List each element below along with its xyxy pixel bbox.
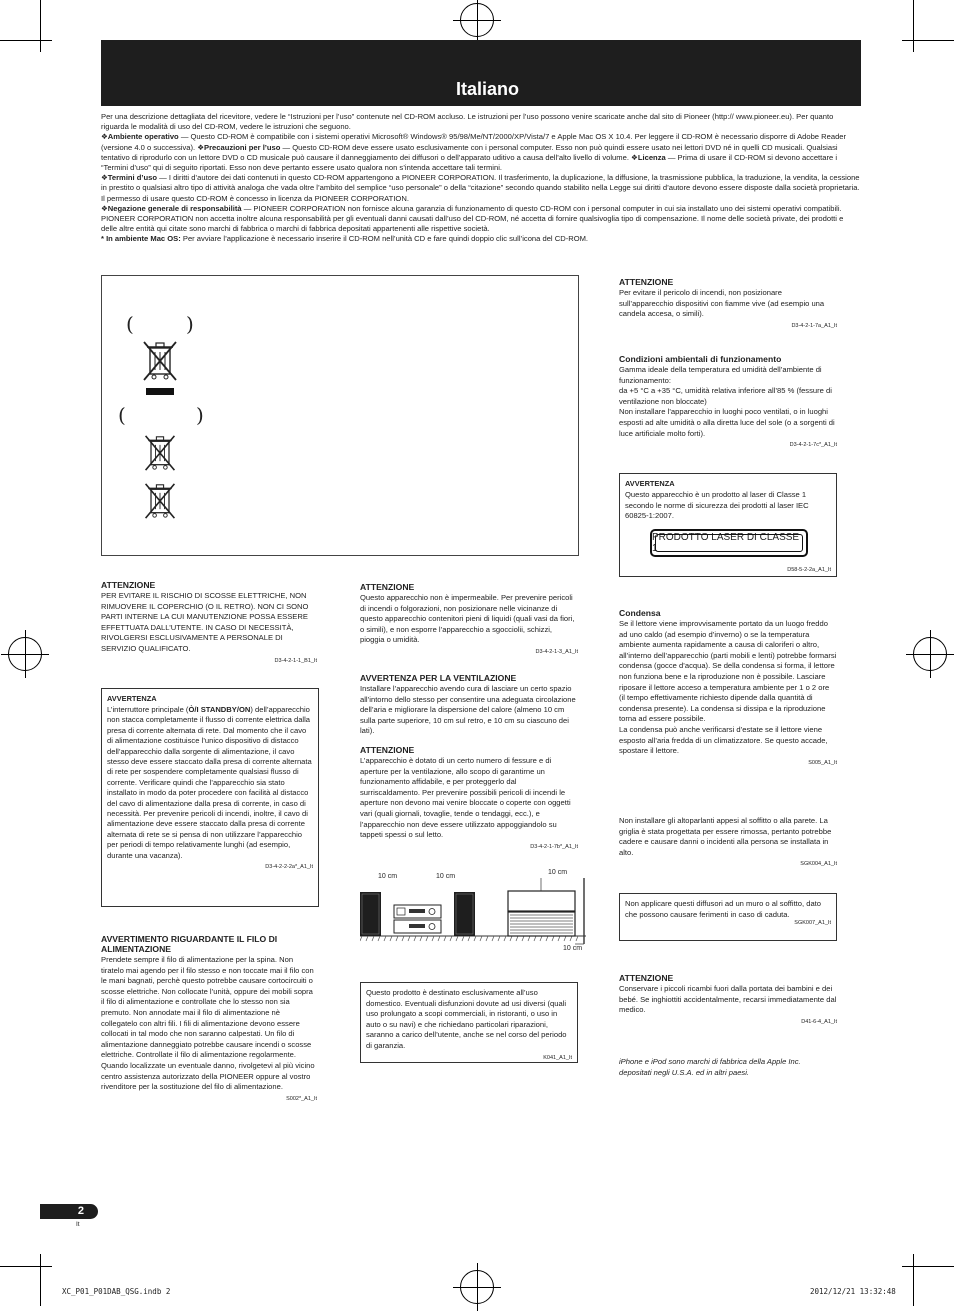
text-part: L’interruttore principale (: [107, 705, 189, 714]
domestic-use-box: [360, 982, 578, 1063]
trademark-note: [619, 1057, 829, 1078]
crop-mark: [0, 40, 52, 41]
ref-code: K041_A1_It: [543, 1054, 572, 1061]
ref-code: D3-4-2-1-7b*_A1_It: [530, 843, 578, 850]
intro-paragraph: [101, 204, 861, 235]
laser-class-text: PRODOTTO LASER DI CLASSE 1: [652, 532, 800, 554]
attention-shock-section: [101, 580, 317, 664]
bracket-close: ): [186, 312, 194, 336]
weee-box: [101, 275, 579, 556]
ref-code: D3-4-2-1-7c*_A1_It: [789, 442, 837, 449]
section-heading: AVVERTENZA PER LA VENTILAZIONE: [360, 673, 517, 683]
ref-code: D3-4-2-1-3_A1_It: [535, 648, 578, 655]
section-text: Installare l’apparecchio avendo cura di lasciare un certo spazio all’intorno dello stesso per consentire una adeguata circolazione dell’aria e migliorare la dispersione del calore (almeno 10 cm sulla parte superiore, 10 cm sul retro, e 10 cm su ciascuno dei lati).: [360, 684, 576, 736]
title-bar: [101, 40, 861, 106]
spacing-label: 10 cm: [436, 873, 456, 880]
attention-water-section: [360, 582, 578, 655]
page-number-tab: [40, 1204, 98, 1219]
terms-text: — I diritti d’autore dei dati contenuti in questo CD-ROM appartengono a PIONEER CORPORATION. Il trasferimento, la duplicazione, la diffusione, la trasmissione pubblica, la traduzione, la vendita, la cessione in prestito o qualsiasi altro tipo di attività analoga che vada oltre l’ambito del semplice “uso personale” o della “citazione” secondo quando stabilito nella Legge sui diritti d’autore devono essere disposte dalla società proprietaria. Il permesso di usare questo CD-ROM è concesso in licenza da PIONEER CORPORATION.: [101, 173, 860, 203]
section-text: Gamma ideale della temperatura ed umidità dell’ambiente di funzionamento: da +5 °C a +35 °C, umidità relativa inferiore all’85 % (fessure di ventilazione non bloccate) Non installare l’apparecchio in luoghi poco ventilati, o in luoghi esposti ad alte umidità o alla diretta luce del sole (o a sorgenti di luce artificiale molto forti).: [619, 365, 835, 438]
spacing-label: 10 cm: [378, 873, 398, 880]
section-heading: ATTENZIONE: [619, 973, 674, 983]
power-cord-section: [101, 934, 317, 1102]
env-label: ❖Ambiente operativo: [101, 132, 179, 142]
intro-paragraph: [101, 132, 861, 173]
page-number: 2: [77, 1205, 84, 1217]
box-text: [107, 705, 313, 861]
prec-label: ❖Precauzioni per l’uso: [197, 142, 281, 152]
ref-code: D3-4-2-2-2a*_A1_It: [265, 864, 313, 871]
registration-mark: [460, 3, 494, 37]
section-text: Questo apparecchio non è impermeabile. Per prevenire pericoli di incendi o folgorazioni, non posizionare nelle vicinanze di questo apparecchio contenitori pieni di liquidi (quali vasi da fiori, o simili), e non esporre l’apparecchio a sgocciolii, schizzi, pioggia o umidità.: [360, 593, 575, 645]
condensation-section: [619, 608, 837, 766]
disc-text: — PIONEER CORPORATION non fornisce alcuna garanzia di funzionamento di questo CD-ROM con i personal computer in cui sia installato uno dei sistemi operativi compatibili. PIONEER CORPORATION non accetta inoltre alcuna responsabilità per gli eventuali danni causati dall’uso del CD-ROM, né accetta di fornire qualsivoglia tipo di compensazione. Il nome delle società private, dei prodotti e delle altre entità qui citate sono marchi di fabbrica o marchi di fabbrica depositati appartenenti alle rispettive società.: [101, 203, 844, 234]
ref-code: D3-4-2-1-1_B1_It: [274, 657, 317, 664]
crop-mark: [902, 1266, 954, 1267]
lic-label: ❖Licenza: [631, 152, 666, 162]
section-text: Prendete sempre il filo di alimentazione per la spina. Non tiratelo mai agendo per il filo stesso e non toccate mai il filo con le mani bagnati, perchè questo potrebbe causare cortocircuiti o scosse elettriche. Non collocate l’unità, oppure dei mobili sopra il filo di alimentazione e controllate che lo stesso non sia premuto. Non annodate mai il filo di alimentazione nè collegatelo con altri fili. I fili di alimentazione devono essere collocati in tal modo che non saranno calpestati. Un filo di alimentazione danneggiato potrebbe causare incendi o scosse elettriche. Controllate il filo di alimentazione regolarmente. Quando localizzate un eventuale danno, rivolgetevi al più vicino centro assistenza autorizzato della PIONEER oppure al vostro rivenditore per la sostituzione del filo di alimentazione.: [101, 955, 315, 1092]
crop-mark: [40, 1254, 41, 1306]
bracket-open: (: [118, 403, 126, 427]
trademark-text: iPhone e iPod sono marchi di fabbrica della Apple Inc. depositati negli U.S.A. ed in altri paesi.: [619, 1057, 801, 1077]
laser-warning-box: [619, 473, 837, 577]
ref-code: D41-6-4_A1_It: [801, 1018, 837, 1025]
ref-code: D3-4-2-1-7a_A1_It: [791, 322, 837, 329]
section-text: L’apparecchio è dotato di un certo numero di fessure e di aperture per la ventilazione, allo scopo di garantirne un funzionamento affidabile, e per proteggerlo dal surriscaldamento. Per prevenire possibili pericoli di incendi le aperture non devono mai venire bloccate o coperte con oggetti vari (quali giornali, tovaglie, tende o tendaggi, ecc.), e l’apparecchio non deve essere utilizzato appoggiandolo su tappeti spessi o sul letto.: [360, 756, 571, 840]
crossed-bin-icon: [142, 432, 178, 474]
small-parts-section: [619, 973, 837, 1025]
ref-code: SGK007_A1_It: [794, 920, 831, 927]
crop-mark: [913, 0, 914, 52]
standby-label: Ò/I STANDBY/ON: [188, 705, 251, 714]
box-heading: AVVERTENZA: [625, 479, 675, 488]
section-text: Non installare gli altoparlanti appesi al soffitto o alla parete. La griglia è stata progettata per essere rimossa, pertanto potrebbe cadere e causare danni o incidenti alla persona se installata in alto.: [619, 816, 832, 857]
attention-vent-section: [360, 745, 578, 850]
ref-code: S002*_A1_It: [286, 1095, 317, 1102]
intro-paragraph: [101, 234, 861, 244]
disc-label: ❖Negazione generale di responsabilità: [101, 203, 242, 213]
speaker-mounting-section: [619, 816, 837, 867]
section-text: Per evitare il pericolo di incendi, non posizionare sull’apparecchio dispositivi con fiamme vive (ad esempio una candela accesa, o simili).: [619, 288, 825, 319]
box-text: Non applicare questi diffusori ad un muro o al soffitto, dato che possono causare ferimenti in caso di caduta.: [625, 899, 822, 919]
ref-code: S005_A1_It: [808, 759, 837, 766]
intro-paragraph: [101, 173, 861, 204]
registration-mark: [8, 637, 42, 671]
section-text: Conservare i piccoli ricambi fuori dalla portata dei bambini e dei bebé. Se inghiottiti accidentalmente, recarsi immediatamente dal medico.: [619, 984, 837, 1015]
box-heading: AVVERTENZA: [107, 694, 157, 703]
box-text: Questo apparecchio è un prodotto al laser di Classe 1 secondo le norme di sicurezza dei prodotti al laser IEC 60825-1:2007.: [625, 490, 809, 521]
environment-section: [619, 354, 837, 448]
section-heading: Condizioni ambientali di funzionamento: [619, 354, 782, 364]
ventilation-section: [360, 673, 578, 737]
intro-paragraph: Per una descrizione dettagliata del ricevitore, vedere le “Istruzioni per l’uso” contenute nel CD-ROM accluso. Le istruzioni per l’uso possono venire scaricate anche dal sito di Pioneer (http:// www.pioneer.eu). Per quanto riguarda le modalità di uso del CD-ROM, vedere le istruzioni che seguono.: [101, 112, 834, 132]
section-text: Se il lettore viene improvvisamente portato da un luogo freddo ad uno caldo (ad esempio d’inverno) o se la temperatura ambiente aumenta rapidamente a causa di caloriferi o altro, all’interno dell’apparecchio (parti mobili e lenti) potrebbe formarsi condensa (gocce d’acqua). Se della condensa si forma, il lettore non funziona bene e la riproduzione non è possibile. Lasciare riposare il lettore acceso a temperatura ambiente per 1 o 2 ore (il tempo effettivamente richiesto dipende dalla quantità di condensa presente). La condensa si dissipa e la riproduzione torna ad essere possibile. La condensa può anche verificarsi d’estate se il lettore viene esposto all’aria fredda di un climatizzatore. Se questo accade, spostare il lettore.: [619, 619, 837, 756]
crop-mark: [913, 1254, 914, 1306]
crossed-bin-icon: [142, 480, 178, 522]
env-text: — Questo CD-ROM è compatibile con i sistemi operativi Microsoft® Windows® 95/98/Me/NT/2000/XP/Vista/7 e Apple Mac OS X 10.4. Per leggere il CD-ROM è necessario disporre di Adobe Reader (versione 4.0 o successiva).: [101, 132, 847, 152]
section-heading: ATTENZIONE: [619, 277, 674, 287]
mac-text: Per avviare l’applicazione è necessario inserire il CD-ROM nell’unità CD e fare quindi doppio clic sull’icona del CD-ROM.: [180, 234, 589, 244]
laser-class-label: [650, 529, 808, 557]
text-part: ) dell’apparecchio non stacca completamente il flusso di corrente elettrica dalla presa di corrente alternata di rete. Dal momento che il cavo di alimentazione costituisce l’unico dispositivo di distacco dell’apparecchio dalla sorgente di alimentazione, il cavo stesso deve essere staccato dalla presa di corrente alternata di rete per sospendere completamente qualsiasi flusso di corrente. Verificare quindi che l’apparecchio sia stato installato in modo da poter procedere con facilità al distacco del cavo di alimentazione dalla presa di corrente, in caso di necessità. Per prevenire pericoli di incendi, inoltre, il cavo di alimentazione deve essere staccato dalla presa di corrente alternata di rete se si pensa di non utilizzare l’apparecchio per periodi di tempo relativamente lunghi (ad esempio, durante una vacanza).: [107, 705, 312, 860]
box-text: Questo prodotto è destinato esclusivamente all’uso domestico. Eventuali disfunzioni dovute ad usi diversi (quali uso prolungato a scopi commerciali, in ristoranti, o uso in auto o su navi) e che richiedano particolari riparazioni, saranno a carico dell’utente, anche se nel corso del periodo di garanzia.: [366, 988, 567, 1050]
crop-mark: [902, 40, 954, 41]
registration-mark: [913, 637, 947, 671]
prec-text: — Questo CD-ROM deve essere usato esclusivamente con i personal computer. Esso non può quindi essere usato nei lettori DVD né in quelli CD musicali. Qualsiasi tentativo di riprodurlo con un lettore DVD o CD musicale può causare il danneggiamento dei diffusori o dell’apparato uditivo a causa dell’alto livello di volume.: [101, 142, 838, 162]
section-heading: ATTENZIONE: [360, 582, 415, 592]
spacing-label: 10 cm: [563, 945, 583, 952]
ventilation-diagram: [360, 866, 590, 956]
section-text: PER EVITARE IL RISCHIO DI SCOSSE ELETTRICHE, NON RIMUOVERE IL COPERCHIO (O IL RETRO). NON CI SONO PARTI INTERNE LA CUI MANUTENZIONE POSSA ESSERE EFFETTUATA DALL’UTENTE. IN CASO DI NECESSITÀ, RIVOLGERSI ESCLUSIVAMENTE A PERSONALE DI SERVIZIO QUALIFICATO.: [101, 591, 309, 653]
section-heading: ATTENZIONE: [360, 745, 415, 755]
warning-standby-box: [101, 688, 319, 907]
lic-text: — Prima di usare il CD-ROM si devono accettare i “Termini d’uso” qui di seguito riportati. Esso non deve pertanto essere usato qualora non s’intenda accettare tali termini.: [101, 152, 838, 173]
bracket-close: ): [196, 403, 204, 427]
ref-code: SGK004_A1_It: [800, 861, 837, 868]
crop-mark: [40, 0, 41, 52]
terms-label: ❖Termini d’uso: [101, 173, 158, 183]
wall-mount-box: [619, 893, 837, 941]
footer-filename: XC_P01_P01DAB_QSG.indb 2: [62, 1287, 171, 1296]
attention-fire-section: [619, 277, 837, 329]
crossed-bin-icon: [140, 338, 180, 400]
bracket-open: (: [126, 312, 134, 336]
ref-code: D58-5-2-2a_A1_It: [787, 567, 831, 573]
section-heading: ATTENZIONE: [101, 580, 156, 590]
footer-timestamp: 2012/12/21 13:32:48: [810, 1287, 896, 1296]
spacing-label: 10 cm: [548, 869, 568, 876]
section-heading: Condensa: [619, 608, 661, 618]
section-heading: AVVERTIMENTO RIGUARDANTE IL FILO DI ALIMENTAZIONE: [101, 934, 278, 954]
mac-label: * In ambiente Mac OS:: [101, 234, 181, 244]
page-title: Italiano: [455, 79, 519, 99]
registration-mark: [460, 1270, 494, 1304]
crop-mark: [0, 1266, 52, 1267]
intro-section: [101, 112, 861, 245]
language-code: It: [76, 1221, 80, 1228]
